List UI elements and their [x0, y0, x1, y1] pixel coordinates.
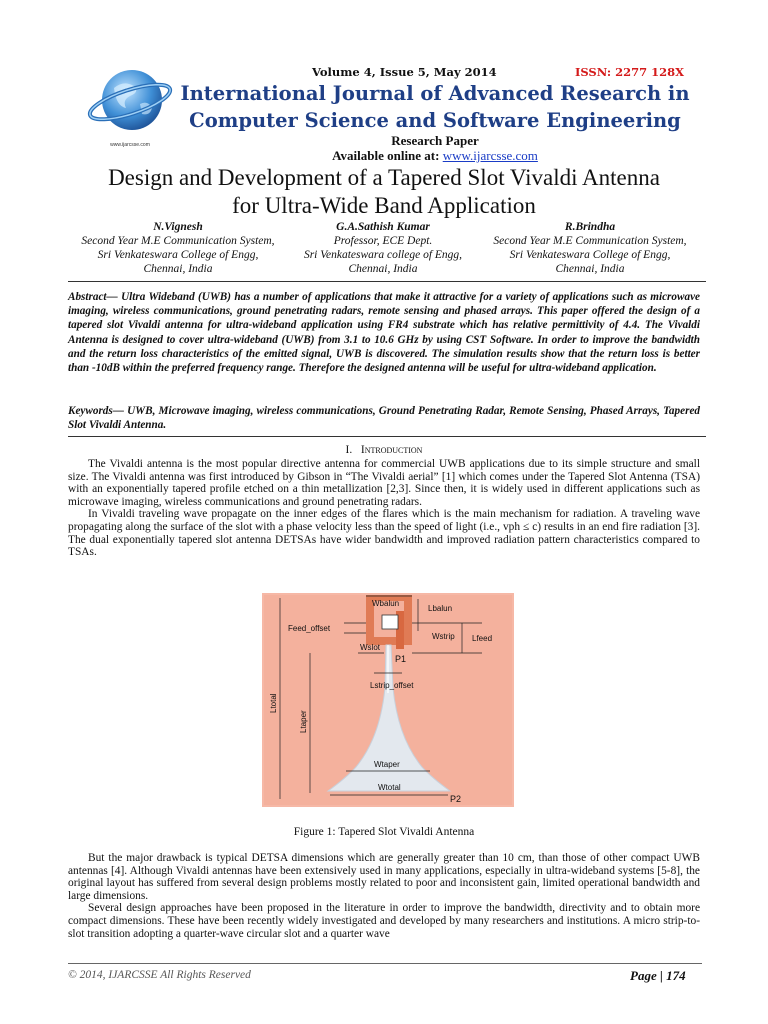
intro-text — [68, 458, 700, 559]
paragraph: In Vivaldi traveling wave propagate on the inner edges of the flares which is the main mechanism for radiation. A traveling wave propagating along the surface of the slot with a phase velocity less than the speed of light (i.e., vph ≤ c) results in an end fire radiation [3]. The dual exponentially tapered slot antenna DETSAs have wider bandwidth and improved radiation pattern characteristics compared to TSAs. — [68, 508, 700, 559]
label-wtotal: Wtotal — [378, 783, 401, 792]
section-title: Introduction — [360, 444, 423, 456]
label-lbalun: Lbalun — [428, 604, 453, 613]
label-lfeed: Lfeed — [472, 634, 493, 643]
author-name: N.Vignesh — [153, 221, 203, 233]
volume-issue: Volume 4, Issue 5, May 2014 — [312, 65, 497, 79]
issn: ISSN: 2277 128X — [575, 65, 685, 79]
label-ltaper: Ltaper — [299, 710, 308, 733]
author-name: G.A.Sathish Kumar — [336, 221, 430, 233]
author-block — [63, 220, 293, 276]
paper-title — [40, 164, 728, 220]
author-affiliation: Professor, ECE Dept. — [333, 235, 433, 247]
antenna-figure — [262, 593, 514, 807]
paper-title-line2: for Ultra-Wide Band Application — [232, 193, 536, 218]
author-affiliation: Chennai, India — [555, 263, 625, 275]
label-p1: P1 — [395, 654, 407, 664]
author-block — [268, 220, 498, 276]
available-online — [150, 148, 720, 164]
section-number: I. — [345, 444, 353, 456]
divider — [68, 436, 706, 437]
label-lstrip-offset: Lstrip_offset — [370, 681, 414, 690]
logo-text: www.ijarcsse.com — [110, 142, 150, 148]
author-name: R.Brindha — [564, 221, 616, 233]
author-affiliation: Sri Venkateswara College of Engg, — [509, 249, 671, 261]
paragraph: But the major drawback is typical DETSA dimensions which are generally greater than 10 cm, than those of other compact UWB antennas [4]. Although Vivaldi antennas have been extensively used in many applications, especially in ultra-wideband systems [5-8], the original layout has suffered from several design problems mostly related to poor and inconsistent gain, limited operational bandwidth and large dimensions. — [68, 852, 700, 902]
section-heading — [68, 444, 700, 456]
author-affiliation: Sri Venkateswara college of Engg, — [303, 249, 463, 261]
paragraph: The Vivaldi antenna is the most popular directive antenna for commercial UWB applications due to its simple structure and small size. The Vivaldi antenna was first introduced by Gibson in “The Vivaldi aerial” [1] which comes under the Tapered Slot Antenna (TSA) with an exponentially tapered profile etched on a thin metallization [2,3]. Since then, it is widely used in different applications such as microwave imaging, wireless communications and ground penetrating radars. — [68, 458, 700, 508]
journal-title-line1: International Journal of Advanced Research in — [180, 82, 690, 105]
label-feed-offset: Feed_offset — [288, 624, 331, 633]
page-number: Page | 174 — [630, 968, 686, 983]
author-affiliation: Chennai, India — [143, 263, 213, 275]
author-affiliation: Second Year M.E Communication System, — [81, 235, 275, 247]
author-affiliation: Chennai, India — [348, 263, 418, 275]
journal-link[interactable]: www.ijarcsse.com — [442, 148, 538, 163]
journal-title — [150, 80, 720, 134]
label-p2: P2 — [450, 794, 462, 804]
author-block — [475, 220, 705, 276]
author-affiliation: Second Year M.E Communication System, — [493, 235, 687, 247]
paragraph: Several design approaches have been proposed in the literature in order to improve the bandwidth, directivity and to obtain more compact dimensions. These have been recently widely investigated and developed by many researchers and institutions. A micro strip-to-slot transition adopting a quarter-wave circular slot and a quarter wave — [68, 902, 700, 940]
figure-caption: Figure 1: Tapered Slot Vivaldi Antenna — [293, 826, 475, 838]
divider — [68, 281, 706, 282]
paper-title-line1: Design and Development of a Tapered Slot Vivaldi Antenna — [108, 165, 660, 190]
label-wbalun: Wbalun — [372, 599, 400, 608]
journal-title-line2: Computer Science and Software Engineering — [189, 109, 681, 132]
abstract: Abstract— Ultra Wideband (UWB) has a number of applications that make it attractive for a variety of applications such as microwave imaging, wireless communications, ground penetrating radars, remote sensing and phased arrays. This paper offered the design of a tapered slot Vivaldi antenna for ultra-wideband application using FR4 substrate which has relative permittivity of 4.4. The Vivaldi Antenna is designed to cover ultra-wideband (UWB) from 3.1 to 10.6 GHz by using CST Software. In order to improve the bandwidth and the return loss characteristics of the emitted signal, UWB is discovered. The simulation results show that the return loss is better than -10dB within the preferred frequency range. Therefore the designed antenna will be useful for ultra-wideband application. — [68, 291, 700, 375]
label-ltotal: Ltotal — [269, 693, 278, 713]
continued-text — [68, 852, 700, 940]
copyright: © 2014, IJARCSSE All Rights Reserved — [68, 969, 251, 981]
label-wtaper: Wtaper — [374, 760, 400, 769]
keywords: Keywords— UWB, Microwave imaging, wireless communications, Ground Penetrating Radar, Remote Sensing, Phased Arrays, Tapered Slot Vivaldi Antenna. — [68, 405, 700, 432]
paper-type: Research Paper — [391, 133, 479, 148]
label-wstrip: Wstrip — [432, 632, 455, 641]
available-label: Available online at: — [332, 148, 443, 163]
author-affiliation: Sri Venkateswara College of Engg, — [97, 249, 259, 261]
footer-divider — [68, 963, 702, 964]
label-wslot: Wslot — [360, 643, 380, 652]
